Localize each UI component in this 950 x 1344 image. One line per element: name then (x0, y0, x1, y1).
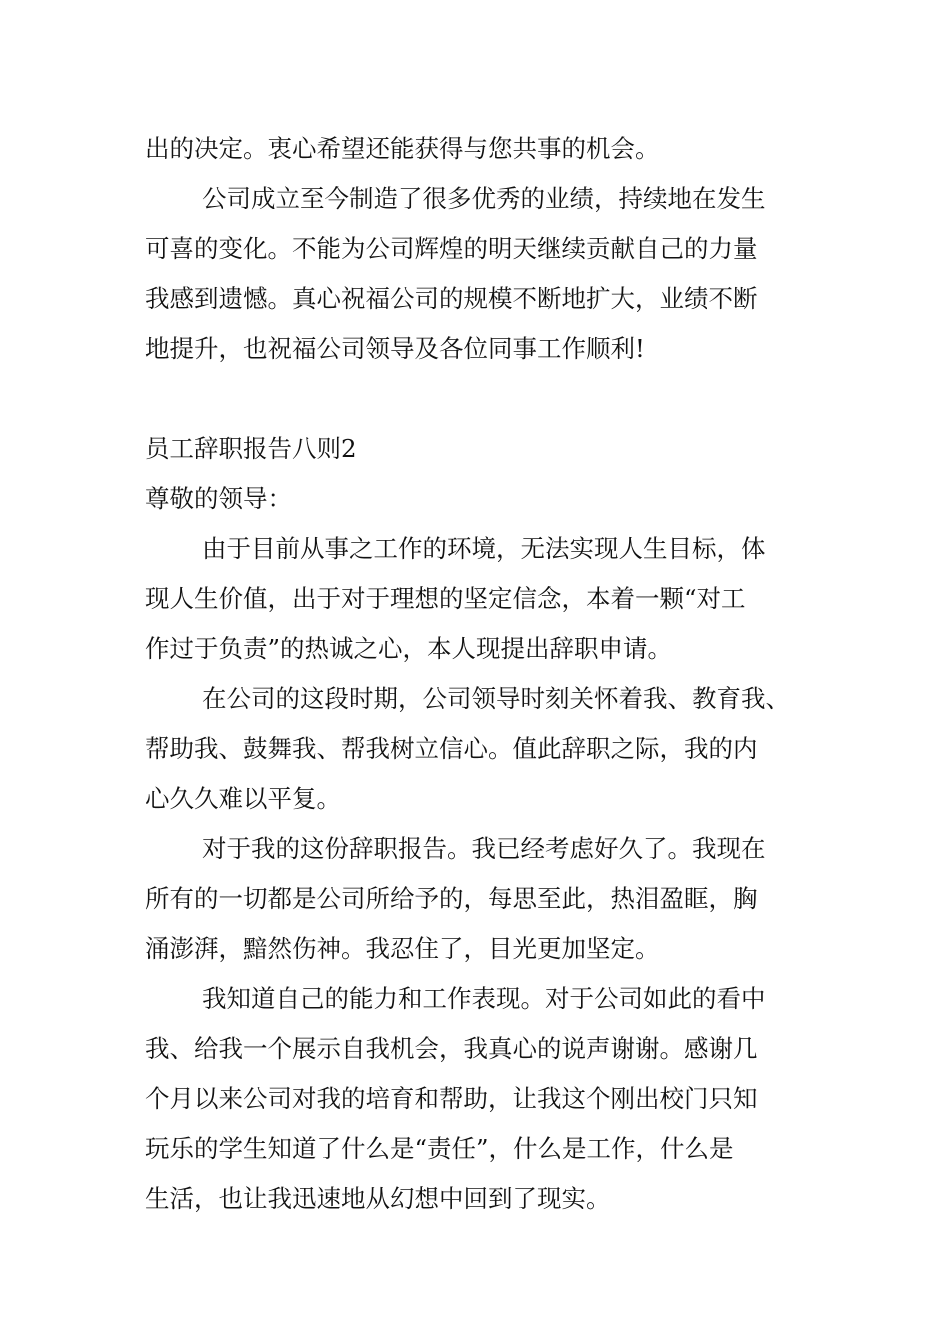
text-line: 现人生价值，出于对于理想的坚定信念，本着一颗“对工 (145, 584, 746, 613)
text-line: 我、给我一个展示自我机会，我真心的说声谢谢。感谢几 (145, 1034, 758, 1063)
text-line: 心久久难以平复。 (145, 784, 341, 813)
text-line: 玩乐的学生知道了什么是“责任”，什么是工作，什么是 (145, 1134, 734, 1163)
text-line: 地提升，也祝福公司领导及各位同事工作顺利! (145, 334, 645, 363)
paragraph-start: 我知道自己的能力和工作表现。对于公司如此的看中 (202, 984, 766, 1013)
salutation: 尊敬的领导： (145, 484, 292, 513)
text-line: 可喜的变化。不能为公司辉煌的明天继续贡献自己的力量 (145, 234, 758, 263)
text-line: 我感到遗憾。真心祝福公司的规模不断地扩大，业绩不断 (145, 284, 758, 313)
paragraph-start: 对于我的这份辞职报告。我已经考虑好久了。我现在 (202, 834, 766, 863)
text-line: 出的决定。衷心希望还能获得与您共事的机会。 (145, 134, 660, 163)
paragraph-start: 在公司的这段时期，公司领导时刻关怀着我、教育我、 (202, 684, 790, 713)
text-line: 生活，也让我迅速地从幻想中回到了现实。 (145, 1184, 611, 1213)
section-heading: 员工辞职报告八则2 (145, 434, 357, 463)
text-line: 帮助我、鼓舞我、帮我树立信心。值此辞职之际，我的内 (145, 734, 758, 763)
text-line: 个月以来公司对我的培育和帮助，让我这个刚出校门只知 (145, 1084, 758, 1113)
paragraph-start: 公司成立至今制造了很多优秀的业绩，持续地在发生 (202, 184, 766, 213)
text-line: 涌澎湃，黯然伤神。我忍住了，目光更加坚定。 (145, 934, 660, 963)
text-line: 作过于负责”的热诚之心，本人现提出辞职申请。 (145, 634, 673, 663)
paragraph-start: 由于目前从事之工作的环境，无法实现人生目标，体 (202, 534, 766, 563)
text-line: 所有的一切都是公司所给予的，每思至此，热泪盈眶，胸 (145, 884, 758, 913)
